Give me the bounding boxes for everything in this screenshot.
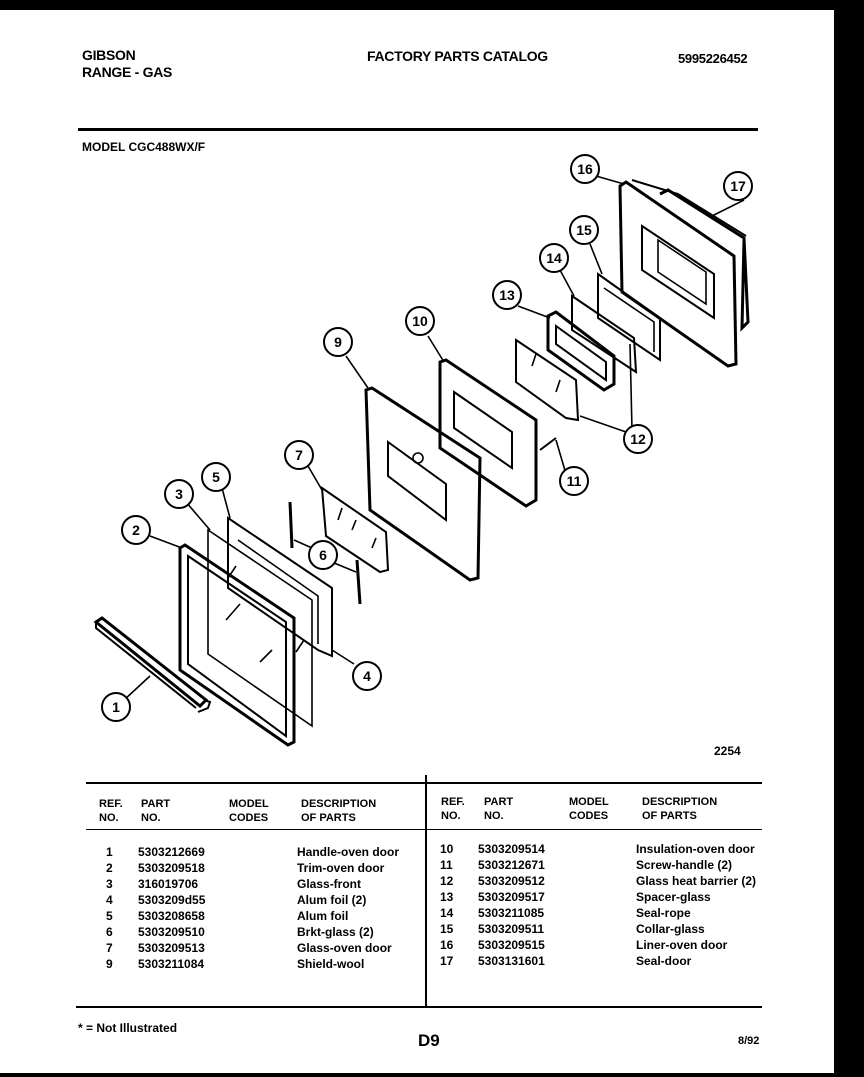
callout-1 [102,693,130,721]
svg-text:10: 10 [412,313,428,329]
callout-17 [724,172,752,200]
svg-text:13: 13 [499,287,515,303]
header-ref-no-left: REF. NO. [99,798,123,824]
callout-5 [202,463,230,491]
svg-text:15: 15 [576,222,592,238]
callout-9 [324,328,352,356]
callout-6 [309,541,337,569]
callout-14 [540,244,568,272]
header-part-no-right: PART NO. [484,796,514,822]
header-model-codes-left: MODEL CODES [229,798,269,824]
header-model-codes-right: MODEL CODES [569,796,609,822]
part-11-screw-drawing [540,438,556,450]
svg-text:4: 4 [363,668,371,684]
catalog-title: FACTORY PARTS CATALOG [367,48,548,64]
callout-10 [406,307,434,335]
part-5-foil-drawing [228,518,332,656]
callout-2 [122,516,150,544]
part-10-insulation-drawing [440,360,536,506]
catalog-page: GIBSON RANGE - GAS FACTORY PARTS CATALOG 5995226452 MODEL CGC488WX/F 1 2 3 4 5 6 7 9 10 11 12 13 14 15 16 17 2254 REF. NO. PART NO. MODEL CODES DESCRIPTION OF PARTS REF. NO. PART NO. MODEL CODES DESCRIPTION OF PARTS 1 5303212669 Handle-oven door 2 5303209518 Trim-oven door 3 316019706 Glass-front 4 5303209d55 Alum foil (2) 5 5303208658 Alum foil 6 5303209510 Brkt-glass (2) 7 5303209513 Glass-oven door 9 5303211084 Shield-wool 10 5303209514 Insulation-oven door 11 5303212671 Screw-handle (2) 12 5303209512 Glass heat barrier (2) 13 5303209517 Spacer-glass 14 5303211085 Seal-rope 15 5303209511 Collar-glass 16 5303209515 Liner-oven door 17 5303131601 Seal-door * = Not Illustrated D9 8/92 [0,0,834,1073]
part-3-glass-drawing [208,530,312,726]
table-top-rule [86,782,762,784]
product-type: RANGE - GAS [82,64,173,80]
svg-text:14: 14 [546,250,562,266]
not-illustrated-note: * = Not Illustrated [78,1021,178,1035]
svg-text:5: 5 [212,469,220,485]
svg-text:11: 11 [566,473,582,489]
revision-date: 8/92 [738,1035,760,1047]
table-header-rule [86,829,762,830]
table-bottom-rule [76,1006,762,1008]
figure-number: 2254 [714,744,741,758]
svg-text:7: 7 [295,447,303,463]
callout-15 [570,216,598,244]
callout-16 [571,155,599,183]
header-description-left: DESCRIPTION OF PARTS [301,798,377,824]
header-description-right: DESCRIPTION OF PARTS [642,796,718,822]
brand-name: GIBSON [82,47,136,63]
part-2-trim-drawing [180,545,294,745]
header-ref-no-right: REF. NO. [441,796,465,822]
callout-7 [285,441,313,469]
svg-text:3: 3 [175,486,183,502]
table-column-divider [425,775,427,1007]
svg-text:9: 9 [334,334,342,350]
callout-11 [560,467,588,495]
callout-3 [165,480,193,508]
catalog-number: 5995226452 [678,51,748,66]
svg-text:12: 12 [630,431,646,447]
part-9-shield-drawing [366,388,480,580]
callout-13 [493,281,521,309]
svg-text:1: 1 [112,699,120,715]
svg-text:16: 16 [577,161,593,177]
model-number: MODEL CGC488WX/F [82,140,206,154]
part-6-bracket-drawing [290,502,292,548]
header-part-no-left: PART NO. [141,798,171,824]
svg-text:6: 6 [319,547,327,563]
callout-4 [353,662,381,690]
part-16-liner-drawing [620,182,736,366]
part-15-collar-drawing [598,274,660,360]
svg-text:2: 2 [132,522,140,538]
page-code: D9 [418,1031,440,1050]
svg-text:17: 17 [730,178,746,194]
callout-12 [624,425,652,453]
